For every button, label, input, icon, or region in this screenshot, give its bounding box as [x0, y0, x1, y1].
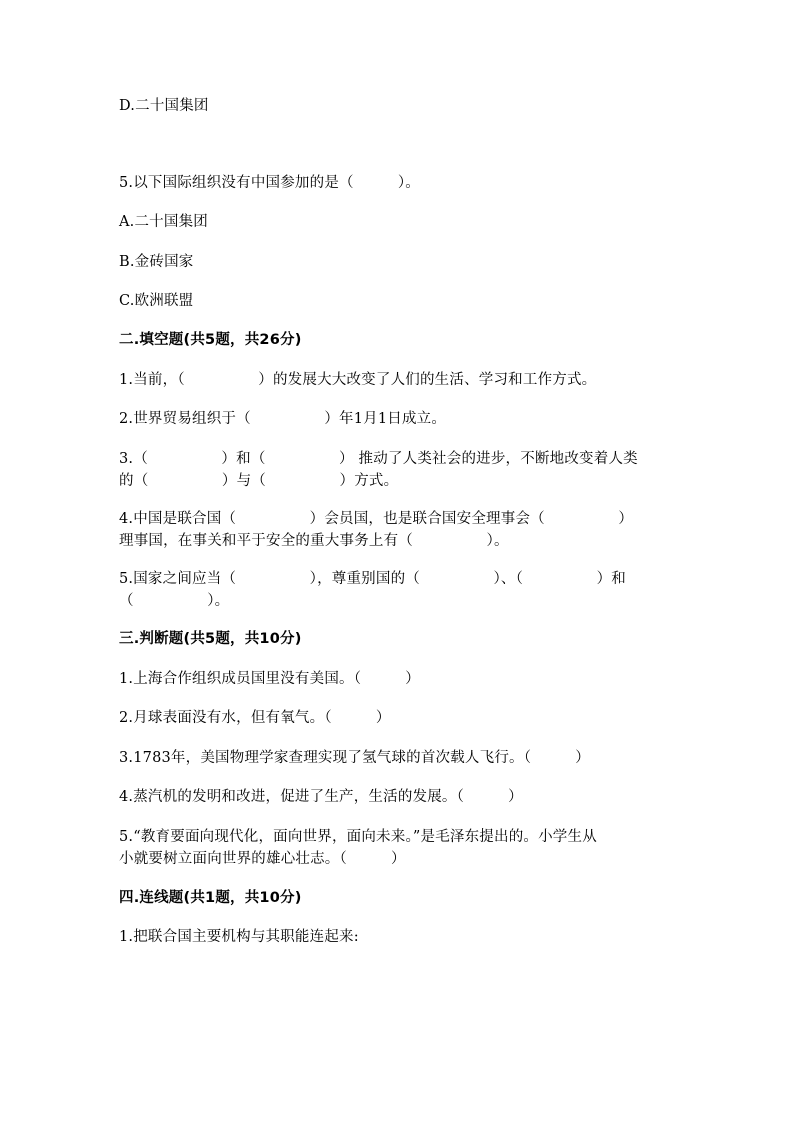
- judge-q1: 1.上海合作组织成员国里没有美国。（ ）: [119, 671, 420, 687]
- match-q1: 1.把联合国主要机构与其职能连起来:: [119, 929, 359, 945]
- mc-q4-option-d: D.二十国集团: [119, 98, 209, 114]
- judge-q4: 4.蒸汽机的发明和改进，促进了生产，生活的发展。（ ）: [119, 789, 523, 805]
- fill-q5-line2: （ ）。: [119, 593, 230, 609]
- fill-q4-line1: 4.中国是联合国（ ）会员国，也是联合国安全理事会（ ）: [119, 511, 634, 527]
- mc-q5-option-c: C.欧洲联盟: [119, 293, 194, 309]
- fill-section-heading: 二.填空题(共5题，共26分): [119, 332, 302, 348]
- fill-q2: 2.世界贸易组织于（ ）年1月1日成立。: [119, 411, 447, 427]
- fill-q1: 1.当前，（ ）的发展大大改变了人们的生活、学习和工作方式。: [119, 372, 597, 388]
- judge-q5-line1: 5.“教育要面向现代化，面向世界，面向未来。”是毛泽东提出的。小学生从: [119, 829, 597, 845]
- mc-q5-stem: 5.以下国际组织没有中国参加的是（ ）。: [119, 175, 420, 191]
- judge-q3: 3.1783年，美国物理学家查理实现了氢气球的首次载人飞行。（ ）: [119, 750, 590, 766]
- fill-q3-line1: 3.（ ）和（ ） 推动了人类社会的进步，不断地改变着人类: [119, 451, 638, 467]
- fill-q5-line1: 5.国家之间应当（ ），尊重别国的（ ）、（ ）和: [119, 571, 626, 587]
- mc-q5-option-b: B.金砖国家: [119, 254, 194, 270]
- mc-q5-option-a: A.二十国集团: [119, 214, 208, 230]
- judge-q5-line2: 小就要树立面向世界的雄心壮志。（ ）: [119, 851, 406, 867]
- fill-q4-line2: 理事国，在事关和平于安全的重大事务上有（ ）。: [119, 533, 509, 549]
- match-section-heading: 四.连线题(共1题，共10分): [119, 890, 302, 906]
- judge-section-heading: 三.判断题(共5题，共10分): [119, 631, 302, 647]
- fill-q3-line2: 的（ ）与（ ）方式。: [119, 473, 399, 489]
- judge-q2: 2.月球表面没有水，但有氧气。（ ）: [119, 710, 391, 726]
